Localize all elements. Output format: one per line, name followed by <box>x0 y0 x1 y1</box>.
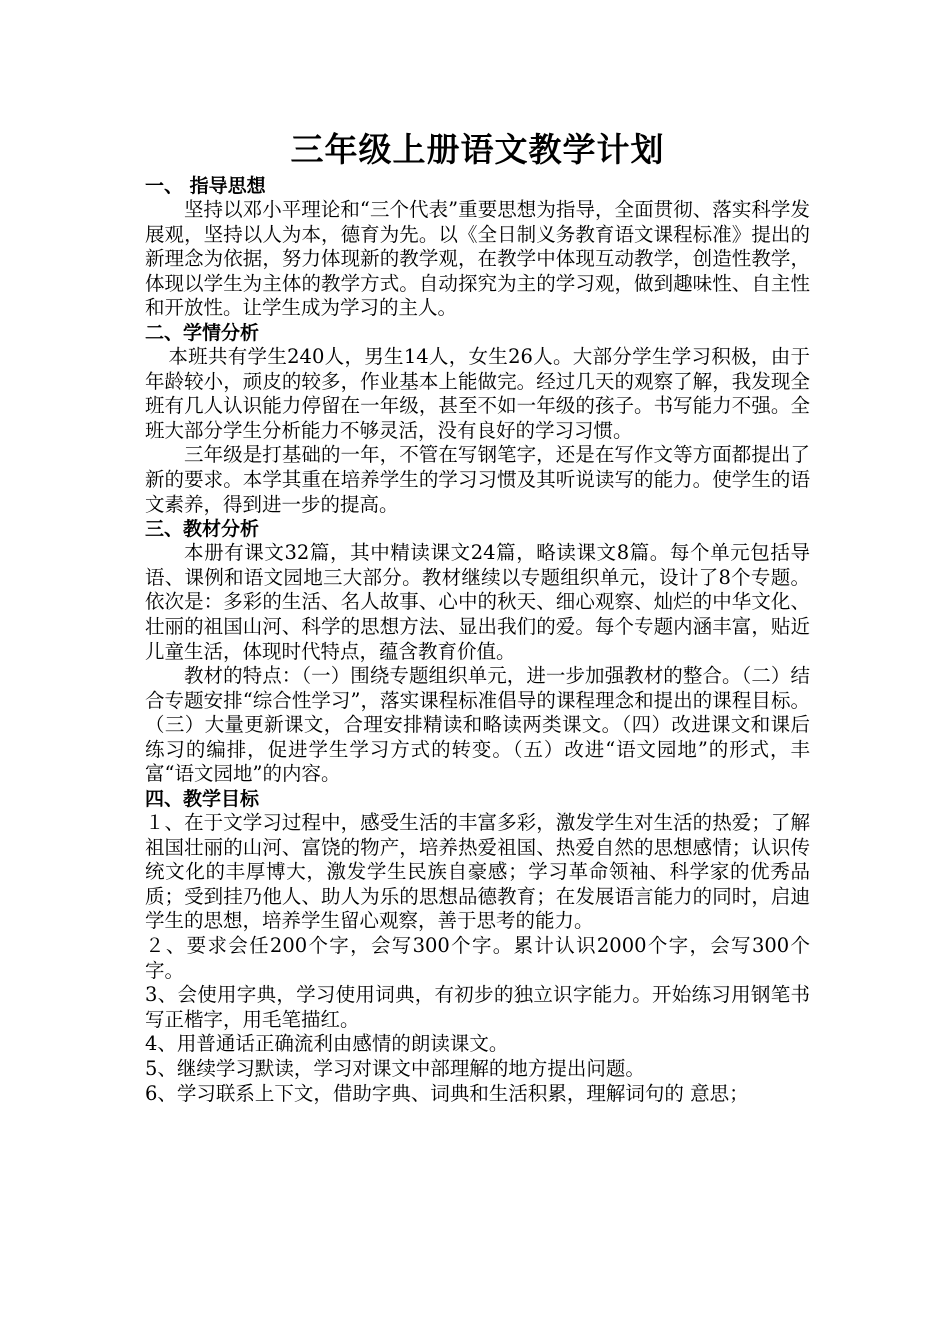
paragraph: 三年级是打基础的一年，不管在写钢笔字，还是在写作文等方面都提出了新的要求。本学其重在培养学生的学习习惯及其听说读写的能力。使学生的语文素养，得到进一步的提高。 <box>145 443 810 516</box>
goal-item: ２、要求会任200个字，会写300个字。累计认识2000个字，会写300个字。 <box>145 934 810 982</box>
section-heading: 三、教材分析 <box>145 518 260 541</box>
document-page <box>145 128 810 1106</box>
document-title: 三年级上册语文教学计划 <box>290 130 665 169</box>
section-student-analysis <box>145 321 810 517</box>
paragraph: 本册有课文32篇，其中精读课文24篇，略读课文8篇。每个单元包括导语、课例和语文园地三大部分。教材继续以专题组织单元，设计了8个专题。依次是：多彩的生活、名人故事、心中的秋天、细心观察、灿烂的中华文化、壮丽的祖国山河、科学的思想方法、显出我们的爱。每个专题内涵丰富，贴近儿童生活，体现时代特点，蕴含教育价值。 <box>145 541 810 663</box>
section-teaching-goals <box>145 787 810 1106</box>
section-heading: 一、 指导思想 <box>145 175 266 197</box>
goal-item: 6、学习联系上下文，借助字典、词典和生活积累，理解词句的 意思； <box>145 1081 749 1105</box>
section-guiding-ideology <box>145 174 810 321</box>
paragraph: 坚持以邓小平理论和“三个代表”重要思想为指导，全面贯彻、落实科学发展观，坚持以人为本，德育为先。以《全日制义务教育语文课程标准》提出的新理念为依据，努力体现新的教学观，在教学中体现互动教学，创造性教学，体现以学生为主体的教学方式。自动探究为主的学习观，做到趣味性、自主性和开放性。让学生成为学习的主人。 <box>145 198 810 320</box>
section-textbook-analysis <box>145 517 810 787</box>
goal-item: １、在于文学习过程中，感受生活的丰富多彩，激发学生对生活的热爱；了解祖国壮丽的山河、富饶的物产，培养热爱祖国、热爱自然的思想感情；认识传统文化的丰厚博大，激发学生民族自豪感；学习革命领袖、科学家的优秀品质；受到挂乃他人、助人为乐的思想品德教育；在发展语言能力的同时，启迪学生的思想，培养学生留心观察，善于思考的能力。 <box>145 811 810 933</box>
goal-item: 5、继续学习默读，学习对课文中部理解的地方提出问题。 <box>145 1057 645 1080</box>
paragraph: 本班共有学生240人，男生14人，女生26人。大部分学生学习积极，由于年龄较小，顽皮的较多，作业基本上能做完。经过几天的观察了解，我发现全班有几人认识能力停留在一年级，甚至不如一年级的孩子。书写能力不强。全班大部分学生分析能力不够灵活，没有良好的学习习惯。 <box>145 344 810 442</box>
section-heading: 四、教学目标 <box>145 788 260 811</box>
goal-item: 4、用普通话正确流利由感情的朗读课文。 <box>145 1032 509 1056</box>
goal-item: 3、会使用字典，学习使用词典，有初步的独立识字能力。开始练习用钢笔书写正楷字，用毛笔描红。 <box>145 983 810 1031</box>
section-heading: 二、学情分析 <box>145 321 260 344</box>
paragraph: 教材的特点：（一）围绕专题组织单元，进一步加强教材的整合。（二）结合专题安排“综合性学习”，落实课程标准倡导的课程理念和提出的课程目标。（三）大量更新课文，合理安排精读和略读两类课文。（四）改进课文和课后练习的编排，促进学生学习方式的转变。（五）改进“语文园地”的形式，丰富“语文园地”的内容。 <box>145 664 810 786</box>
